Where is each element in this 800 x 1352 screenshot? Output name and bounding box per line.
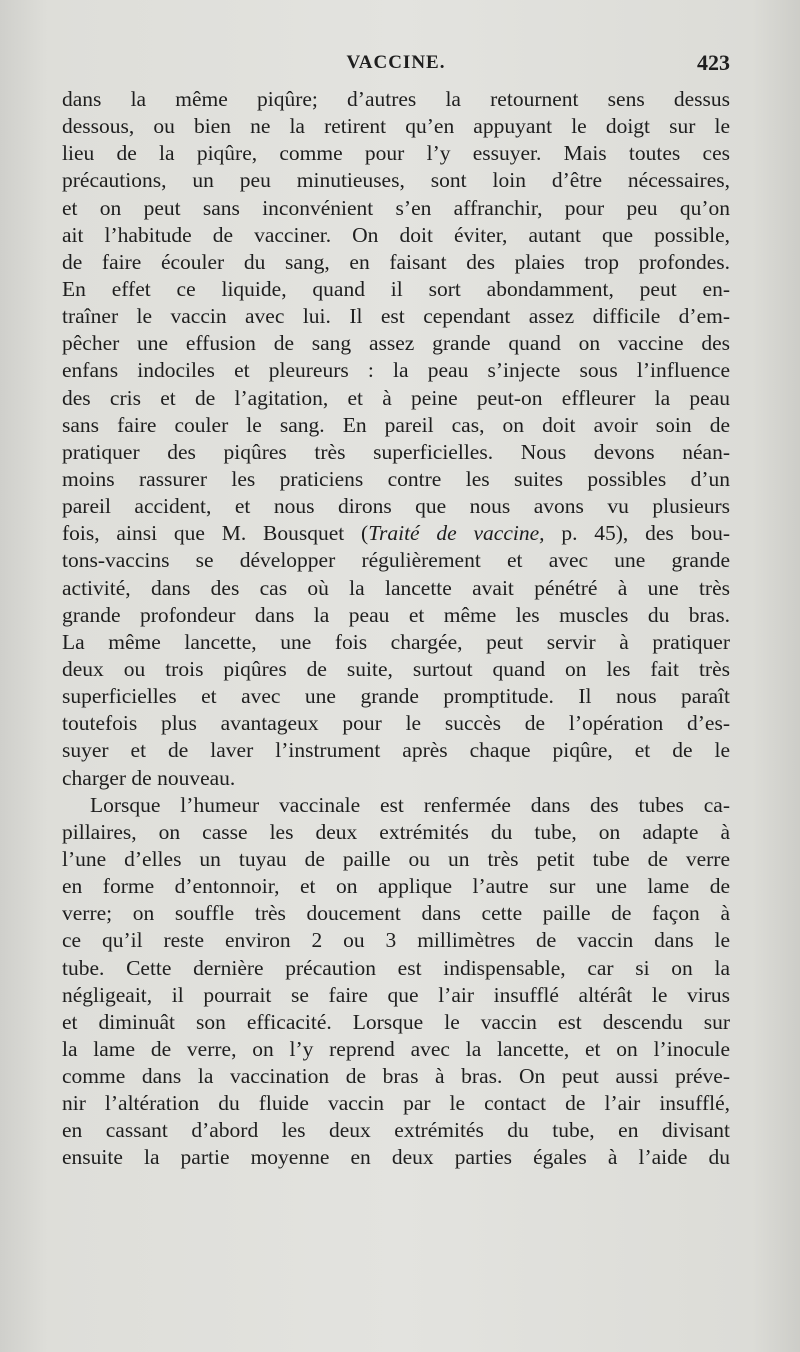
text-line: négligeait, il pourrait se faire que l’air insufflé altérât le virus — [62, 982, 730, 1007]
text-line: dans la même piqûre; d’autres la retournent sens dessus — [62, 87, 730, 111]
text-line: l’une d’elles un tuyau de paille ou un très petit tube de verre — [62, 846, 730, 871]
text-line: tons-vaccins se développer régulièrement et avec une grande — [62, 548, 730, 573]
text-line: verre; on souffle très doucement dans cette paille de façon à — [62, 901, 730, 926]
paragraph-end-line: charger de nouveau. — [62, 765, 236, 790]
text-line: nir l’altération du fluide vaccin par le contact de l’air insufflé, — [62, 1091, 730, 1116]
text-line: tube. Cette dernière précaution est indispensable, car si on la — [62, 955, 730, 980]
text-line: En effet ce liquide, quand il sort abondamment, peut en- — [62, 276, 730, 301]
text-line-citation — [62, 520, 730, 547]
text-line: des cris et de l’agitation, et à peine peut-on effleurer la peau — [62, 385, 730, 410]
citation-suffix: p. 45), des bou- — [544, 521, 730, 546]
text-line: La même lancette, une fois chargée, peut servir à pratiquer — [62, 629, 730, 654]
text-line: la lame de verre, on l’y reprend avec la lancette, et on l’inocule — [62, 1036, 730, 1061]
text-line: suyer et de laver l’instrument après chaque piqûre, et de le — [62, 738, 730, 763]
running-title: VACCINE. — [346, 52, 446, 73]
text-line: pareil accident, et nous dirons que nous avons vu plusieurs — [62, 494, 730, 519]
text-line: grande profondeur dans la peau et même les muscles du bras. — [62, 602, 730, 627]
text-line: pillaires, on casse les deux extrémités du tube, on adapte à — [62, 819, 730, 844]
text-line: et on peut sans inconvénient s’en affranchir, pour peu qu’on — [62, 195, 730, 220]
text-line: ensuite la partie moyenne en deux parties égales à l’aide du — [62, 1145, 730, 1170]
text-line: moins rassurer les praticiens contre les suites possibles d’un — [62, 466, 730, 491]
citation-prefix: fois, ainsi que M. Bousquet ( — [62, 521, 369, 546]
text-line: en forme d’entonnoir, et on applique l’autre sur une lame de — [62, 874, 730, 899]
text-line: de faire écouler du sang, en faisant des plaies trop profondes. — [62, 249, 730, 274]
text-line: toutefois plus avantageux pour le succès de l’opération d’es- — [62, 711, 730, 736]
text-line: lieu de la piqûre, comme pour l’y essuyer. Mais toutes ces — [62, 141, 730, 166]
text-line: pratiquer des piqûres très superficielles. Nous devons néan- — [62, 439, 730, 464]
text-line: dessous, ou bien ne la retirent qu’en appuyant le doigt sur le — [62, 114, 730, 139]
text-line: comme dans la vaccination de bras à bras. On peut aussi préve- — [62, 1064, 730, 1089]
text-line: ce qu’il reste environ 2 ou 3 millimètres de vaccin dans le — [62, 928, 730, 953]
paragraph-start-line: Lorsque l’humeur vaccinale est renfermée dans des tubes ca- — [90, 792, 730, 817]
text-line: en cassant d’abord les deux extrémités du tube, en divisant — [62, 1118, 730, 1143]
text-line: traîner le vaccin avec lui. Il est cependant assez difficile d’em- — [62, 304, 730, 329]
text-line: enfans indociles et pleureurs : la peau s’injecte sous l’influence — [62, 358, 730, 383]
text-line: pêcher une effusion de sang assez grande quand on vaccine des — [62, 331, 730, 356]
page-header — [62, 52, 730, 82]
text-line: précautions, un peu minutieuses, sont loin d’être nécessaires, — [62, 168, 730, 193]
text-line: superficielles et avec une grande promptitude. Il nous paraît — [62, 684, 730, 709]
text-line: et diminuât son efficacité. Lorsque le vaccin est descendu sur — [62, 1009, 730, 1034]
text-line: activité, dans des cas où la lancette avait pénétré à une très — [62, 575, 730, 600]
text-line: ait l’habitude de vacciner. On doit éviter, autant que possible, — [62, 222, 730, 247]
body-text — [62, 86, 730, 1172]
citation-title: Traité de vaccine, — [368, 521, 545, 546]
text-line: deux ou trois piqûres de suite, surtout quand on les fait très — [62, 656, 730, 681]
page-number: 423 — [697, 50, 730, 75]
text-line: sans faire couler le sang. En pareil cas, on doit avoir soin de — [62, 412, 730, 437]
